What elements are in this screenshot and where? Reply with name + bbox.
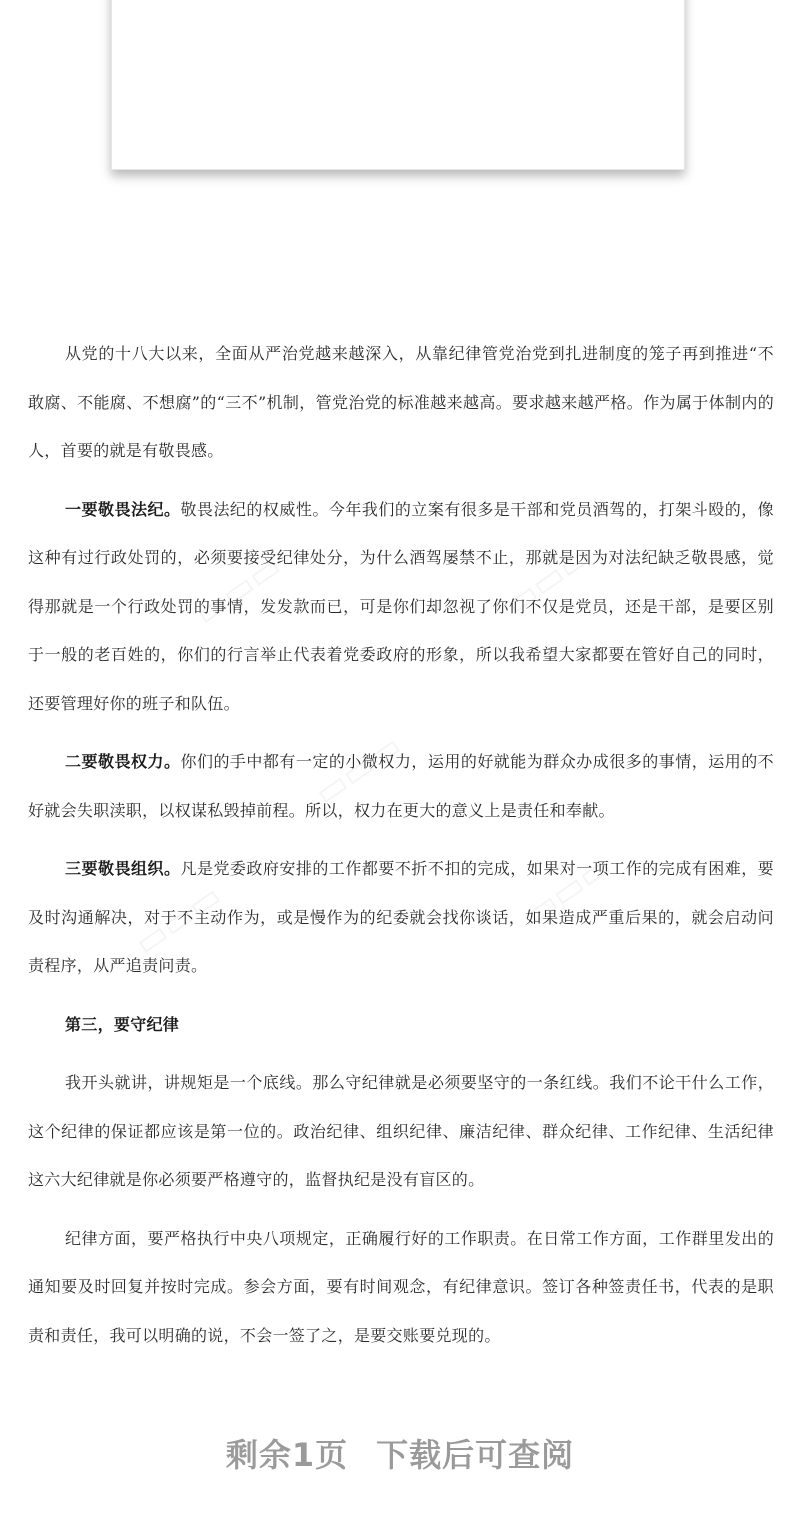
paragraph-lead: 一要敬畏法纪。 (65, 499, 181, 519)
section-heading: 第三，要守纪律 (65, 1014, 180, 1034)
paragraph-text: 敬畏法纪的权威性。今年我们的立案有很多是干部和党员酒驾的，打架斗殴的，像这种有过行政处罚的，必须要接受纪律处分，为什么酒驾屡禁不止，那就是因为对法纪缺乏敬畏感，觉得那就是一个行政处罚的事情，发发款而已，可是你们却忽视了你们不仅是党员，还是干部，是要区别于一般的老百姓的，你们的行言举止代表着党委政府的形象，所以我希望大家都要在管好自己的同时，还要管理好你的班子和队伍。 (28, 499, 774, 713)
previous-page-preview (111, 0, 685, 170)
paragraph-respect-organization (28, 845, 774, 991)
remaining-pages-label: 剩余1页 (225, 1436, 349, 1474)
download-prompt[interactable] (0, 1430, 800, 1476)
paragraph-text: 凡是党委政府安排的工作都要不折不扣的完成，如果对一项工作的完成有困难，要及时沟通解决，对于不主动作为，或是慢作为的纪委就会找你谈话，如果造成严重后果的，就会启动问责程序，从严追责问责。 (28, 859, 774, 975)
paragraph-rules (28, 1215, 774, 1361)
paragraph-text: 从党的十八大以来，全面从严治党越来越深入，从靠纪律管党治党到扎进制度的笼子再到推进“不敢腐、不能腐、不想腐”的“三不”机制，管党治党的标准越来越高。要求越来越严格。作为属于体制内的人，首要的就是有敬畏感。 (28, 344, 774, 460)
paragraph-lead: 二要敬畏权力。 (65, 752, 181, 771)
paragraph-intro (28, 330, 774, 476)
article-body (28, 330, 774, 1370)
paragraph-respect-law (28, 486, 774, 729)
paragraph-discipline (28, 1059, 774, 1205)
download-to-view-label[interactable]: 下载后可查阅 (376, 1436, 575, 1474)
paragraph-text: 你们的手中都有一定的小微权力，运用的好就能为群众办成很多的事情，运用的不好就会失职渎职，以权谋私毁掉前程。所以，权力在更大的意义上是责任和奉献。 (28, 752, 774, 820)
paragraph-lead: 三要敬畏组织。 (65, 859, 181, 878)
paragraph-text: 纪律方面，要严格执行中央八项规定，正确履行好的工作职责。在日常工作方面，工作群里发出的通知要及时回复并按时完成。参会方面，要有时间观念，有纪律意识。签订各种签责任书，代表的是职责和责任，我可以明确的说，不会一签了之，是要交账要兑现的。 (28, 1228, 774, 1345)
paragraph-text: 我开头就讲，讲规矩是一个底线。那么守纪律就是必须要坚守的一条红线。我们不论干什么工作，这个纪律的保证都应该是第一位的。政治纪律、组织纪律、廉洁纪律、群众纪律、工作纪律、生活纪律这六大纪律就是你必须要严格遵守的，监督执纪是没有盲区的。 (28, 1073, 774, 1189)
paragraph-respect-power (28, 738, 774, 835)
